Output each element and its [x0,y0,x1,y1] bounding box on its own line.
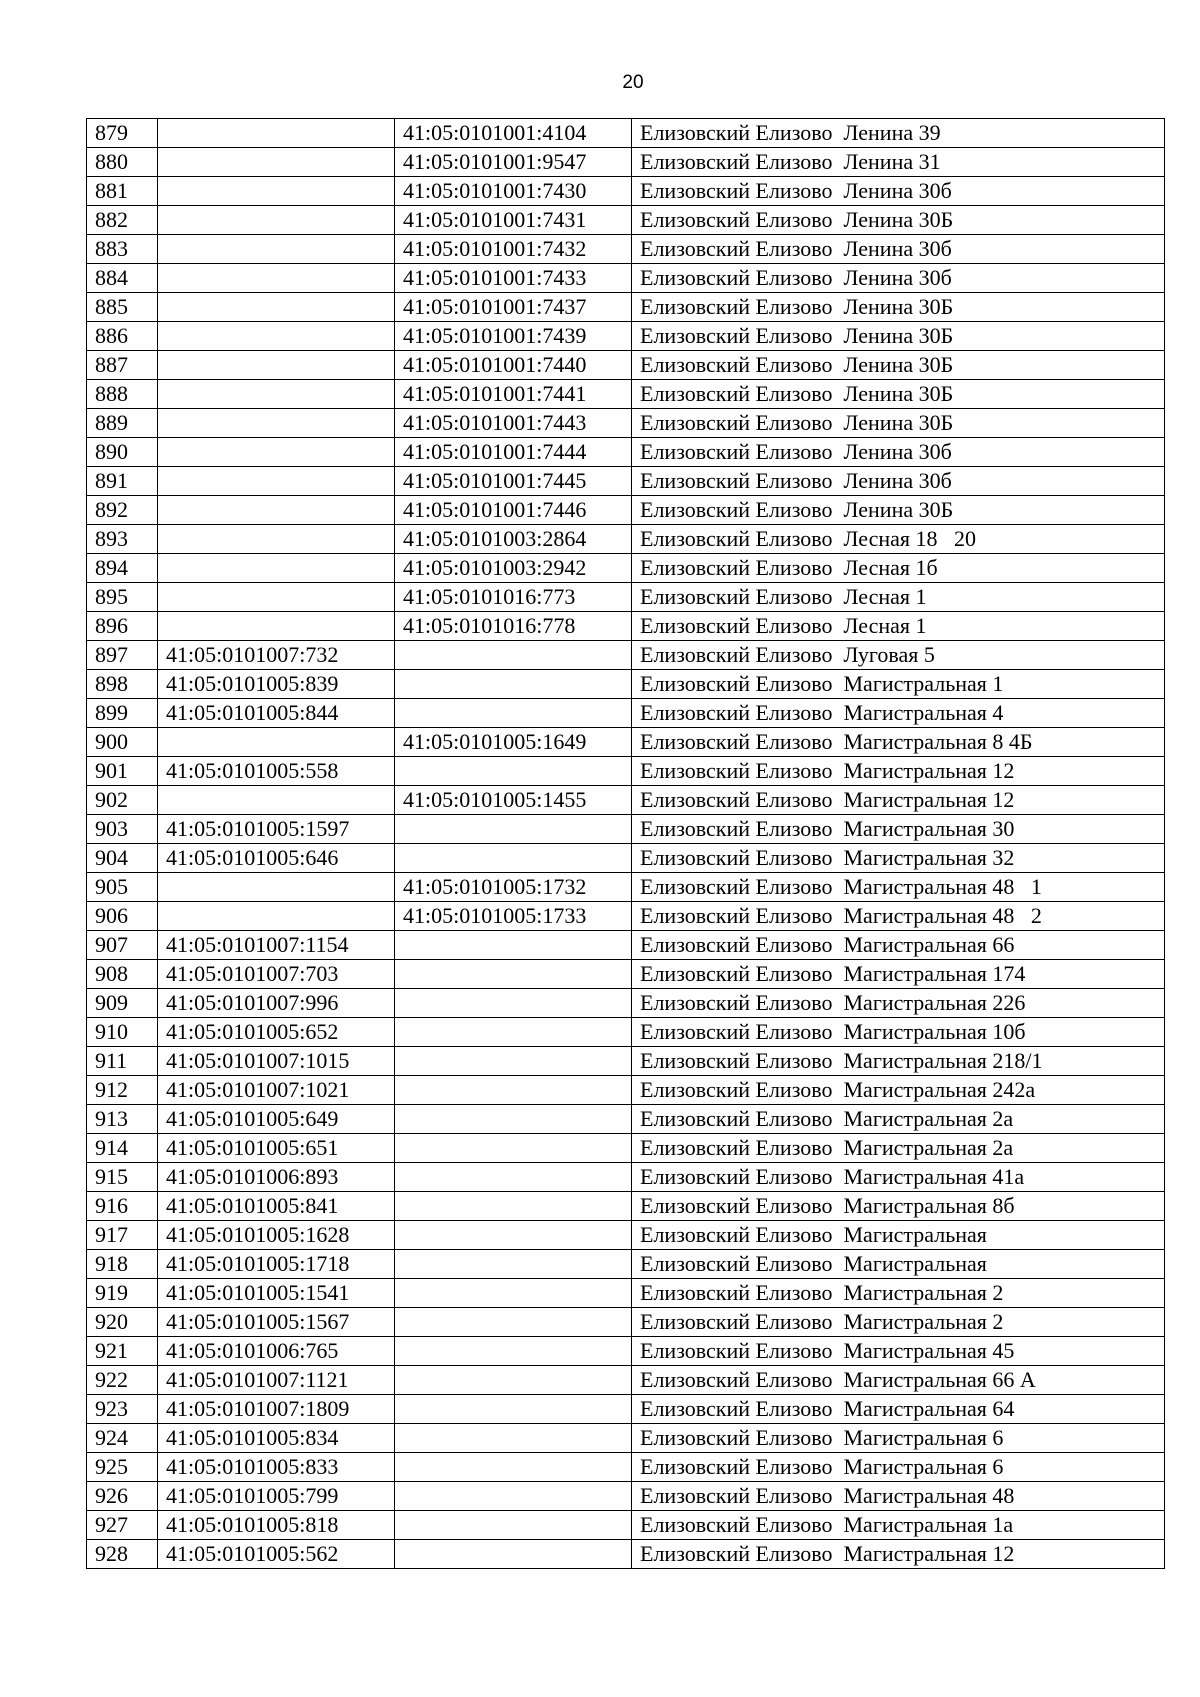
table-row [87,554,1165,583]
row-number-cell: 915 [87,1163,158,1192]
table-row [87,1337,1165,1366]
address-cell: Елизовский Елизово Магистральная 1 [632,670,1165,699]
table-row [87,148,1165,177]
address-cell: Елизовский Елизово Магистральная 32 [632,844,1165,873]
row-number-cell: 918 [87,1250,158,1279]
address-cell: Елизовский Елизово Лесная 18 20 [632,525,1165,554]
address-cell: Елизовский Елизово Лесная 1 [632,612,1165,641]
address-cell: Елизовский Елизово Магистральная 48 2 [632,902,1165,931]
building-cadastral-number-cell [395,1424,632,1453]
address-cell: Елизовский Елизово Лесная 1 [632,583,1165,612]
cadastral-number-cell: 41:05:0101007:1121 [158,1366,395,1395]
table-row [87,467,1165,496]
address-cell: Елизовский Елизово Магистральная 1а [632,1511,1165,1540]
row-number-cell: 903 [87,815,158,844]
table-row [87,670,1165,699]
row-number-cell: 926 [87,1482,158,1511]
cadastral-number-cell: 41:05:0101005:799 [158,1482,395,1511]
table-row [87,264,1165,293]
cadastral-number-cell [158,902,395,931]
row-number-cell: 911 [87,1047,158,1076]
cadastral-number-cell: 41:05:0101007:1021 [158,1076,395,1105]
cadastral-number-cell: 41:05:0101005:833 [158,1453,395,1482]
address-cell: Елизовский Елизово Магистральная 6 [632,1424,1165,1453]
building-cadastral-number-cell [395,844,632,873]
row-number-cell: 886 [87,322,158,351]
address-cell: Елизовский Елизово Ленина 30б [632,177,1165,206]
table-row [87,786,1165,815]
row-number-cell: 907 [87,931,158,960]
row-number-cell: 880 [87,148,158,177]
cadastral-number-cell: 41:05:0101005:562 [158,1540,395,1569]
table-row [87,1134,1165,1163]
cadastral-number-cell: 41:05:0101006:765 [158,1337,395,1366]
building-cadastral-number-cell [395,1250,632,1279]
building-cadastral-number-cell [395,757,632,786]
building-cadastral-number-cell [395,1047,632,1076]
table-row [87,873,1165,902]
table-row [87,1018,1165,1047]
address-cell: Елизовский Елизово Магистральная 2а [632,1105,1165,1134]
cadastral-number-cell [158,148,395,177]
cadastral-number-cell: 41:05:0101006:893 [158,1163,395,1192]
address-cell: Елизовский Елизово Ленина 31 [632,148,1165,177]
row-number-cell: 896 [87,612,158,641]
address-cell: Елизовский Елизово Магистральная 2 [632,1308,1165,1337]
building-cadastral-number-cell [395,989,632,1018]
table-row [87,1395,1165,1424]
table-row [87,322,1165,351]
page-number: 20 [622,72,644,93]
address-cell: Елизовский Елизово Магистральная 64 [632,1395,1165,1424]
building-cadastral-number-cell: 41:05:0101001:7439 [395,322,632,351]
row-number-cell: 892 [87,496,158,525]
building-cadastral-number-cell: 41:05:0101001:7440 [395,351,632,380]
building-cadastral-number-cell [395,815,632,844]
table-row [87,931,1165,960]
address-cell: Елизовский Елизово Ленина 30б [632,235,1165,264]
table-row [87,583,1165,612]
address-cell: Елизовский Елизово Магистральная 48 1 [632,873,1165,902]
row-number-cell: 922 [87,1366,158,1395]
table-row [87,1308,1165,1337]
building-cadastral-number-cell: 41:05:0101005:1455 [395,786,632,815]
address-cell: Елизовский Елизово Магистральная 174 [632,960,1165,989]
building-cadastral-number-cell [395,931,632,960]
cadastral-number-cell [158,583,395,612]
cadastral-number-cell [158,612,395,641]
table-row [87,235,1165,264]
building-cadastral-number-cell: 41:05:0101001:7431 [395,206,632,235]
row-number-cell: 890 [87,438,158,467]
address-cell: Елизовский Елизово Магистральная [632,1250,1165,1279]
table-row [87,641,1165,670]
address-cell: Елизовский Елизово Ленина 30Б [632,206,1165,235]
address-cell: Елизовский Елизово Магистральная 8 4Б [632,728,1165,757]
table-row [87,380,1165,409]
cadastral-number-cell: 41:05:0101007:996 [158,989,395,1018]
building-cadastral-number-cell [395,1395,632,1424]
row-number-cell: 910 [87,1018,158,1047]
cadastral-number-cell [158,119,395,148]
cadastral-number-cell [158,264,395,293]
address-cell: Елизовский Елизово Магистральная 10б [632,1018,1165,1047]
building-cadastral-number-cell: 41:05:0101016:773 [395,583,632,612]
table-row [87,1047,1165,1076]
building-cadastral-number-cell: 41:05:0101003:2864 [395,525,632,554]
building-cadastral-number-cell [395,1192,632,1221]
row-number-cell: 905 [87,873,158,902]
row-number-cell: 919 [87,1279,158,1308]
building-cadastral-number-cell: 41:05:0101001:7433 [395,264,632,293]
cadastral-number-cell: 41:05:0101005:558 [158,757,395,786]
address-cell: Елизовский Елизово Магистральная 2 [632,1279,1165,1308]
cadastral-number-cell [158,351,395,380]
table-row [87,699,1165,728]
row-number-cell: 884 [87,264,158,293]
cadastral-number-cell: 41:05:0101007:1015 [158,1047,395,1076]
row-number-cell: 881 [87,177,158,206]
address-cell: Елизовский Елизово Магистральная 2а [632,1134,1165,1163]
address-cell: Елизовский Елизово Ленина 30б [632,438,1165,467]
table-row [87,496,1165,525]
row-number-cell: 916 [87,1192,158,1221]
address-cell: Елизовский Елизово Магистральная 30 [632,815,1165,844]
table-row [87,409,1165,438]
table-row [87,815,1165,844]
building-cadastral-number-cell: 41:05:0101005:1649 [395,728,632,757]
cadastral-number-cell [158,177,395,206]
building-cadastral-number-cell [395,1337,632,1366]
address-cell: Елизовский Елизово Магистральная 45 [632,1337,1165,1366]
building-cadastral-number-cell: 41:05:0101001:9547 [395,148,632,177]
table-row [87,119,1165,148]
table-row [87,757,1165,786]
cadastral-number-cell: 41:05:0101005:1541 [158,1279,395,1308]
row-number-cell: 883 [87,235,158,264]
cadastral-number-cell: 41:05:0101005:1567 [158,1308,395,1337]
cadastral-number-cell: 41:05:0101005:818 [158,1511,395,1540]
table-row [87,438,1165,467]
address-cell: Елизовский Елизово Ленина 39 [632,119,1165,148]
table-row [87,728,1165,757]
cadastral-number-cell: 41:05:0101005:651 [158,1134,395,1163]
row-number-cell: 891 [87,467,158,496]
building-cadastral-number-cell [395,641,632,670]
building-cadastral-number-cell [395,1279,632,1308]
cadastral-number-cell: 41:05:0101005:1597 [158,815,395,844]
row-number-cell: 895 [87,583,158,612]
address-cell: Елизовский Елизово Магистральная 12 [632,786,1165,815]
table-row [87,1163,1165,1192]
row-number-cell: 908 [87,960,158,989]
table-row [87,1453,1165,1482]
cadastral-number-cell [158,322,395,351]
table-row [87,989,1165,1018]
cadastral-number-cell [158,786,395,815]
building-cadastral-number-cell: 41:05:0101001:4104 [395,119,632,148]
row-number-cell: 906 [87,902,158,931]
address-cell: Елизовский Елизово Магистральная 12 [632,1540,1165,1569]
building-cadastral-number-cell [395,1221,632,1250]
address-cell: Елизовский Елизово Магистральная 12 [632,757,1165,786]
row-number-cell: 898 [87,670,158,699]
cadastral-number-cell: 41:05:0101005:649 [158,1105,395,1134]
table-row [87,1482,1165,1511]
table-row [87,293,1165,322]
table-row [87,1366,1165,1395]
table-row [87,1105,1165,1134]
table-row [87,525,1165,554]
address-cell: Елизовский Елизово Магистральная 41а [632,1163,1165,1192]
building-cadastral-number-cell [395,1105,632,1134]
building-cadastral-number-cell: 41:05:0101003:2942 [395,554,632,583]
row-number-cell: 897 [87,641,158,670]
cadastral-number-cell: 41:05:0101007:1154 [158,931,395,960]
building-cadastral-number-cell: 41:05:0101001:7441 [395,380,632,409]
address-cell: Елизовский Елизово Магистральная 48 [632,1482,1165,1511]
table-row [87,960,1165,989]
address-cell: Елизовский Елизово Магистральная 6 [632,1453,1165,1482]
row-number-cell: 879 [87,119,158,148]
address-cell: Елизовский Елизово Луговая 5 [632,641,1165,670]
cadastral-number-cell: 41:05:0101005:652 [158,1018,395,1047]
row-number-cell: 888 [87,380,158,409]
address-cell: Елизовский Елизово Магистральная 66 [632,931,1165,960]
table-row [87,1424,1165,1453]
address-cell: Елизовский Елизово Магистральная 218/1 [632,1047,1165,1076]
building-cadastral-number-cell: 41:05:0101001:7443 [395,409,632,438]
cadastral-number-cell: 41:05:0101007:1809 [158,1395,395,1424]
building-cadastral-number-cell [395,1482,632,1511]
cadastral-number-cell [158,728,395,757]
building-cadastral-number-cell [395,1076,632,1105]
cadastral-number-cell [158,206,395,235]
row-number-cell: 927 [87,1511,158,1540]
row-number-cell: 923 [87,1395,158,1424]
building-cadastral-number-cell: 41:05:0101005:1733 [395,902,632,931]
building-cadastral-number-cell [395,1453,632,1482]
address-cell: Елизовский Елизово Магистральная 66 А [632,1366,1165,1395]
building-cadastral-number-cell [395,1511,632,1540]
table-row [87,1540,1165,1569]
cadastral-number-cell: 41:05:0101005:841 [158,1192,395,1221]
table-row [87,177,1165,206]
row-number-cell: 894 [87,554,158,583]
building-cadastral-number-cell [395,670,632,699]
cadastral-number-cell [158,438,395,467]
address-cell: Елизовский Елизово Ленина 30Б [632,322,1165,351]
cadastral-number-cell: 41:05:0101007:732 [158,641,395,670]
cadastral-number-cell [158,380,395,409]
building-cadastral-number-cell: 41:05:0101005:1732 [395,873,632,902]
table-row [87,902,1165,931]
address-cell: Елизовский Елизово Лесная 1б [632,554,1165,583]
address-cell: Елизовский Елизово Магистральная 4 [632,699,1165,728]
cadastral-number-cell [158,554,395,583]
row-number-cell: 899 [87,699,158,728]
table-row [87,351,1165,380]
building-cadastral-number-cell: 41:05:0101001:7430 [395,177,632,206]
building-cadastral-number-cell: 41:05:0101001:7444 [395,438,632,467]
row-number-cell: 901 [87,757,158,786]
building-cadastral-number-cell [395,1163,632,1192]
row-number-cell: 912 [87,1076,158,1105]
row-number-cell: 920 [87,1308,158,1337]
table-row [87,612,1165,641]
building-cadastral-number-cell [395,699,632,728]
row-number-cell: 913 [87,1105,158,1134]
table-row [87,1192,1165,1221]
row-number-cell: 921 [87,1337,158,1366]
row-number-cell: 889 [87,409,158,438]
row-number-cell: 909 [87,989,158,1018]
row-number-cell: 902 [87,786,158,815]
cadastral-number-cell [158,496,395,525]
address-cell: Елизовский Елизово Магистральная 8б [632,1192,1165,1221]
building-cadastral-number-cell [395,1134,632,1163]
table-row [87,1250,1165,1279]
row-number-cell: 893 [87,525,158,554]
row-number-cell: 928 [87,1540,158,1569]
row-number-cell: 925 [87,1453,158,1482]
row-number-cell: 924 [87,1424,158,1453]
cadastral-number-cell: 41:05:0101005:839 [158,670,395,699]
building-cadastral-number-cell [395,960,632,989]
row-number-cell: 900 [87,728,158,757]
registry-table-body [87,119,1165,1569]
building-cadastral-number-cell [395,1540,632,1569]
address-cell: Елизовский Елизово Ленина 30б [632,467,1165,496]
row-number-cell: 904 [87,844,158,873]
table-row [87,1076,1165,1105]
table-row [87,1279,1165,1308]
table-row [87,206,1165,235]
row-number-cell: 885 [87,293,158,322]
address-cell: Елизовский Елизово Магистральная [632,1221,1165,1250]
cadastral-number-cell: 41:05:0101005:844 [158,699,395,728]
address-cell: Елизовский Елизово Магистральная 226 [632,989,1165,1018]
building-cadastral-number-cell: 41:05:0101016:778 [395,612,632,641]
address-cell: Елизовский Елизово Ленина 30б [632,264,1165,293]
table-row [87,1511,1165,1540]
table-row [87,844,1165,873]
address-cell: Елизовский Елизово Магистральная 242а [632,1076,1165,1105]
cadastral-number-cell [158,873,395,902]
cadastral-number-cell: 41:05:0101005:1628 [158,1221,395,1250]
building-cadastral-number-cell: 41:05:0101001:7432 [395,235,632,264]
cadastral-number-cell [158,525,395,554]
building-cadastral-number-cell: 41:05:0101001:7437 [395,293,632,322]
address-cell: Елизовский Елизово Ленина 30Б [632,496,1165,525]
building-cadastral-number-cell: 41:05:0101001:7446 [395,496,632,525]
cadastral-number-cell: 41:05:0101005:1718 [158,1250,395,1279]
address-cell: Елизовский Елизово Ленина 30Б [632,409,1165,438]
address-cell: Елизовский Елизово Ленина 30Б [632,293,1165,322]
building-cadastral-number-cell: 41:05:0101001:7445 [395,467,632,496]
cadastral-number-cell [158,235,395,264]
table-row [87,1221,1165,1250]
address-cell: Елизовский Елизово Ленина 30Б [632,351,1165,380]
building-cadastral-number-cell [395,1308,632,1337]
building-cadastral-number-cell [395,1018,632,1047]
building-cadastral-number-cell [395,1366,632,1395]
row-number-cell: 882 [87,206,158,235]
registry-table [86,118,1165,1569]
cadastral-number-cell [158,409,395,438]
cadastral-number-cell [158,467,395,496]
row-number-cell: 887 [87,351,158,380]
row-number-cell: 917 [87,1221,158,1250]
row-number-cell: 914 [87,1134,158,1163]
address-cell: Елизовский Елизово Ленина 30Б [632,380,1165,409]
cadastral-number-cell: 41:05:0101007:703 [158,960,395,989]
cadastral-number-cell: 41:05:0101005:646 [158,844,395,873]
cadastral-number-cell: 41:05:0101005:834 [158,1424,395,1453]
cadastral-number-cell [158,293,395,322]
